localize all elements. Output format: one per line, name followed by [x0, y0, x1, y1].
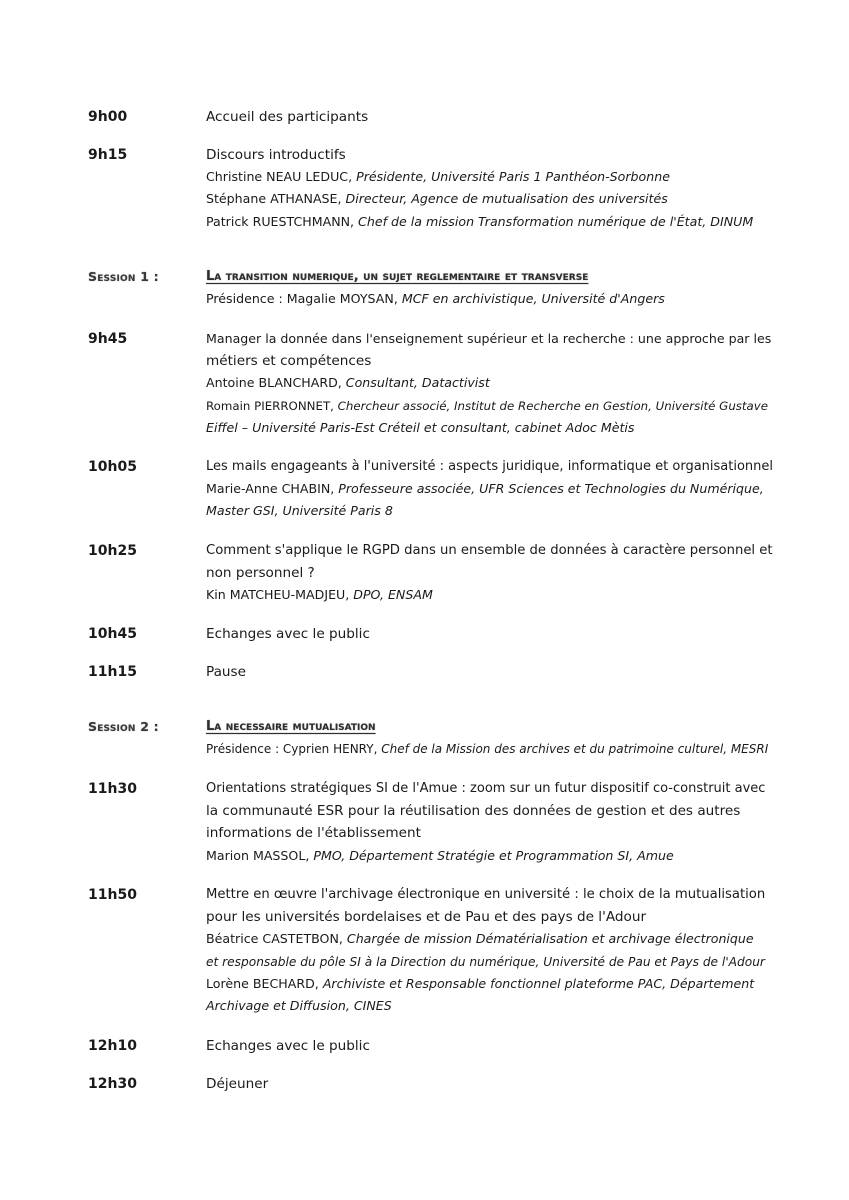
item-title-line: informations de l'établissement — [206, 825, 421, 842]
session-title: La transition numerique, un sujet reglementaire et transverse — [206, 269, 589, 284]
item-time: 9h15 — [88, 147, 128, 163]
item-title-line: non personnel ? — [206, 565, 315, 582]
item-title: Echanges avec le public — [206, 1038, 370, 1054]
item-time: 12h30 — [88, 1076, 137, 1092]
item-time: 10h45 — [88, 626, 137, 642]
speaker: Béatrice CASTETBON, Chargée de mission Dématérialisation et archivage électronique — [206, 931, 754, 947]
speaker: Antoine BLANCHARD, Consultant, Datactivist — [206, 375, 490, 391]
speaker: Marion MASSOL, PMO, Département Stratégie et Programmation SI, Amue — [206, 847, 674, 863]
item-title: Discours introductifs — [206, 147, 346, 163]
session-title: La necessaire mutualisation — [206, 719, 376, 734]
item-title-line: Manager la donnée dans l'enseignement supérieur et la recherche : une approche par les — [206, 331, 772, 346]
speaker: Kin MATCHEU-MADJEU, DPO, ENSAM — [206, 587, 433, 603]
item-time: 10h05 — [88, 459, 137, 475]
item-time: 9h00 — [88, 109, 128, 125]
item-time: 12h10 — [88, 1038, 137, 1054]
speaker: Christine NEAU LEDUC, Présidente, Université Paris 1 Panthéon-Sorbonne — [206, 169, 670, 185]
item-title: Pause — [206, 664, 246, 680]
item-time: 11h50 — [88, 887, 137, 903]
item-title: Déjeuner — [206, 1076, 269, 1092]
speaker-continued: Master GSI, Université Paris 8 — [206, 503, 393, 519]
speaker: Patrick RUESTCHMANN, Chef de la mission Transformation numérique de l'État, DINUM — [206, 213, 754, 229]
item-title-line: Comment s'applique le RGPD dans un ensemble de données à caractère personnel et — [206, 543, 773, 558]
item-time: 11h30 — [88, 781, 137, 797]
speaker: Marie-Anne CHABIN, Professeure associée, UFR Sciences et Technologies du Numérique, — [206, 481, 764, 497]
item-time: 11h15 — [88, 664, 137, 680]
session-presidence: Présidence : Magalie MOYSAN, MCF en archivistique, Université d'Angers — [206, 291, 665, 307]
item-title-line: métiers et compétences — [206, 353, 372, 370]
speaker-continued: Eiffel – Université Paris-Est Créteil et consultant, cabinet Adoc Mètis — [206, 419, 635, 435]
item-title-line: Mettre en œuvre l'archivage électronique en université : le choix de la mutualisation — [206, 887, 766, 902]
item-title: Echanges avec le public — [206, 626, 370, 642]
item-title: Les mails engageants à l'université : aspects juridique, informatique et organisationnel — [206, 459, 774, 474]
item-time: 10h25 — [88, 543, 137, 559]
speaker-continued: Archivage et Diffusion, CINES — [206, 998, 392, 1014]
speaker: Stéphane ATHANASE, Directeur, Agence de mutualisation des universités — [206, 191, 668, 207]
item-time: 9h45 — [88, 331, 128, 347]
speaker: Lorène BECHARD, Archiviste et Responsable fonctionnel plateforme PAC, Département — [206, 975, 755, 991]
speaker: Romain PIERRONNET, Chercheur associé, Institut de Recherche en Gestion, Université Gustave — [206, 398, 769, 413]
item-title-line: pour les universités bordelaises et de Pau et des pays de l'Adour — [206, 909, 647, 926]
item-title-line: Orientations stratégiques SI de l'Amue : zoom sur un futur dispositif co-construit avec — [206, 781, 766, 796]
session-presidence: Présidence : Cyprien HENRY, Chef de la Mission des archives et du patrimoine culturel, MESRI — [206, 742, 769, 757]
item-title-line: la communauté ESR pour la réutilisation des données de gestion et des autres — [206, 803, 741, 820]
session-label: Session 2 : — [88, 719, 159, 734]
session-label: Session 1 : — [88, 269, 159, 284]
item-title: Accueil des participants — [206, 109, 369, 125]
speaker-continued: et responsable du pôle SI à la Direction du numérique, Université de Pau et Pays de l'Adour — [206, 954, 765, 969]
